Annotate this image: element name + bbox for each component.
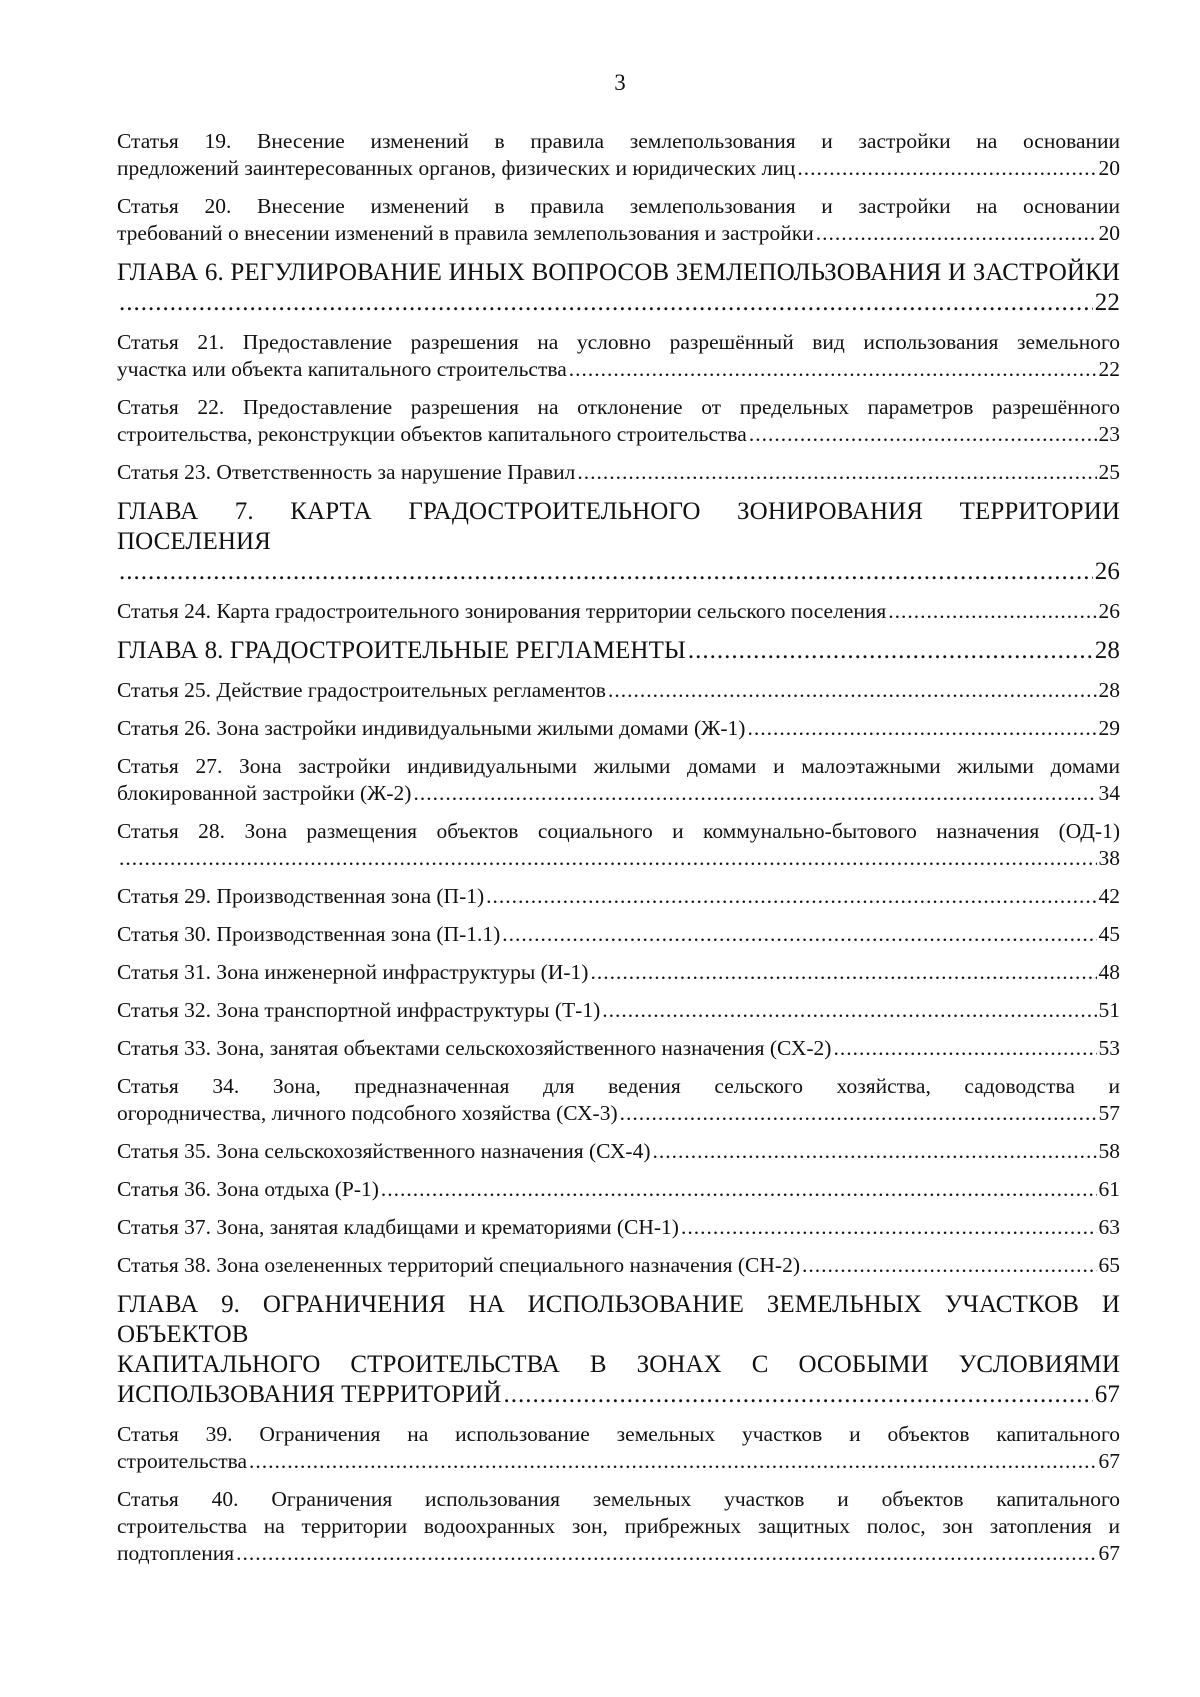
toc-article-entry bbox=[117, 997, 1120, 1024]
toc-entry-text: Статья 25. Действие градостроительных регламентов bbox=[117, 678, 606, 702]
toc-page-number: 53 bbox=[1098, 1036, 1120, 1060]
toc-page-number: 58 bbox=[1098, 1139, 1120, 1163]
page-number: 3 bbox=[614, 70, 626, 95]
toc-chapter-entry bbox=[117, 636, 1120, 666]
toc-leader-line bbox=[117, 715, 1120, 742]
dot-leader bbox=[504, 1380, 1093, 1410]
toc-leader-line bbox=[117, 598, 1120, 625]
toc-entry-text: Статья 28. Зона размещения объектов социального и коммунально-бытового назначения (ОД-1) bbox=[117, 819, 1120, 843]
toc-article-entry bbox=[117, 1138, 1120, 1165]
toc-entry-text: Статья 19. Внесение изменений в правила землепользования и застройки на основании bbox=[117, 129, 1120, 153]
toc-page-number: 34 bbox=[1098, 781, 1120, 805]
dot-leader bbox=[747, 715, 1096, 742]
dot-leader bbox=[249, 1448, 1096, 1475]
toc-page-number: 67 bbox=[1098, 1449, 1120, 1473]
toc-page-number: 25 bbox=[1098, 460, 1120, 484]
toc-entry-text: Статья 21. Предоставление разрешения на условно разрешённый вид использования земельного bbox=[117, 330, 1120, 354]
dot-leader bbox=[236, 1540, 1096, 1567]
toc-leader-line bbox=[117, 1252, 1120, 1279]
toc-page-number: 63 bbox=[1098, 1215, 1120, 1239]
toc-entry-text: Статья 27. Зона застройки индивидуальными жилыми домами и малоэтажными жилыми домами bbox=[117, 754, 1120, 778]
dot-leader bbox=[577, 459, 1096, 486]
dot-leader bbox=[119, 557, 1093, 587]
toc-leader-line bbox=[117, 845, 1120, 872]
toc-entry-text: ГЛАВА 7. КАРТА ГРАДОСТРОИТЕЛЬНОГО ЗОНИРОВАНИЯ ТЕРРИТОРИИ ПОСЕЛЕНИЯ bbox=[117, 498, 1120, 555]
toc-entry-text: требований о внесении изменений в правила землепользования и застройки bbox=[117, 221, 814, 245]
dot-leader bbox=[119, 845, 1097, 872]
dot-leader bbox=[590, 959, 1096, 986]
toc-leader-line bbox=[117, 1100, 1120, 1127]
dot-leader bbox=[608, 677, 1097, 704]
toc-article-entry bbox=[117, 128, 1120, 182]
toc-leader-line bbox=[117, 883, 1120, 910]
dot-leader bbox=[797, 155, 1096, 182]
toc-leader-line bbox=[117, 636, 1120, 666]
toc-entry-text: Статья 40. Ограничения использования земельных участков и объектов капитального bbox=[117, 1487, 1120, 1511]
toc-leader-line bbox=[117, 921, 1120, 948]
toc-page-number: 26 bbox=[1094, 558, 1120, 585]
toc-page-number: 28 bbox=[1094, 637, 1120, 664]
toc-page-number: 57 bbox=[1098, 1101, 1120, 1125]
toc-entry-text: Статья 23. Ответственность за нарушение Правил bbox=[117, 460, 576, 484]
toc-entry-text: строительства, реконструкции объектов капитального строительства bbox=[117, 422, 747, 446]
toc-leader-line bbox=[117, 1380, 1120, 1410]
toc-article-entry bbox=[117, 677, 1120, 704]
toc-article-entry bbox=[117, 959, 1120, 986]
toc-leader-line bbox=[117, 1540, 1120, 1567]
toc-leader-line bbox=[117, 677, 1120, 704]
toc-entry-text: Статья 32. Зона транспортной инфраструктуры (Т-1) bbox=[117, 998, 601, 1022]
toc-entry-text: Статья 29. Производственная зона (П-1) bbox=[117, 884, 485, 908]
toc-leader-line bbox=[117, 459, 1120, 486]
toc-leader-line bbox=[117, 959, 1120, 986]
toc-page-number: 22 bbox=[1098, 357, 1120, 381]
dot-leader bbox=[688, 636, 1093, 666]
toc-leader-line bbox=[117, 1176, 1120, 1203]
toc-page-number: 28 bbox=[1098, 678, 1120, 702]
toc-chapter-entry bbox=[117, 258, 1120, 318]
dot-leader bbox=[486, 883, 1096, 910]
toc-entry-text: Статья 31. Зона инженерной инфраструктуры (И-1) bbox=[117, 960, 589, 984]
table-of-contents bbox=[117, 128, 1120, 1578]
toc-page-number: 51 bbox=[1098, 998, 1120, 1022]
dot-leader bbox=[569, 356, 1097, 383]
toc-entry-text: Статья 34. Зона, предназначенная для ведения сельского хозяйства, садоводства и bbox=[117, 1074, 1120, 1098]
toc-entry-text: Статья 26. Зона застройки индивидуальными жилыми домами (Ж-1) bbox=[117, 716, 746, 740]
toc-leader-line bbox=[117, 997, 1120, 1024]
dot-leader bbox=[888, 598, 1096, 625]
dot-leader bbox=[749, 421, 1097, 448]
dot-leader bbox=[413, 780, 1096, 807]
toc-leader-line bbox=[117, 288, 1120, 318]
toc-article-entry bbox=[117, 598, 1120, 625]
toc-article-entry bbox=[117, 715, 1120, 742]
toc-page-number: 45 bbox=[1098, 922, 1120, 946]
toc-article-entry bbox=[117, 1176, 1120, 1203]
dot-leader bbox=[833, 1035, 1096, 1062]
toc-page-number: 20 bbox=[1098, 156, 1120, 180]
toc-entry-text: Статья 33. Зона, занятая объектами сельскохозяйственного назначения (СХ-2) bbox=[117, 1036, 832, 1060]
toc-leader-line bbox=[117, 220, 1120, 247]
toc-page-number: 29 bbox=[1098, 716, 1120, 740]
dot-leader bbox=[620, 1100, 1097, 1127]
dot-leader bbox=[119, 288, 1093, 318]
toc-leader-line bbox=[117, 1138, 1120, 1165]
toc-page-number: 61 bbox=[1098, 1177, 1120, 1201]
toc-article-entry bbox=[117, 193, 1120, 247]
toc-entry-text: КАПИТАЛЬНОГО СТРОИТЕЛЬСТВА В ЗОНАХ С ОСОБЫМИ УСЛОВИЯМИ bbox=[117, 1351, 1120, 1378]
toc-entry-text: Статья 37. Зона, занятая кладбищами и крематориями (СН-1) bbox=[117, 1215, 679, 1239]
toc-entry-text: участка или объекта капитального строительства bbox=[117, 357, 567, 381]
toc-entry-text: ИСПОЛЬЗОВАНИЯ ТЕРРИТОРИЙ bbox=[117, 1381, 502, 1408]
toc-entry-text: огородничества, личного подсобного хозяйства (СХ-3) bbox=[117, 1101, 618, 1125]
toc-page-number: 67 bbox=[1094, 1381, 1120, 1408]
dot-leader bbox=[681, 1214, 1097, 1241]
toc-article-entry bbox=[117, 753, 1120, 807]
toc-article-entry bbox=[117, 394, 1120, 448]
dot-leader bbox=[381, 1176, 1097, 1203]
toc-entry-text: ГЛАВА 8. ГРАДОСТРОИТЕЛЬНЫЕ РЕГЛАМЕНТЫ bbox=[117, 637, 686, 664]
toc-page-number: 22 bbox=[1094, 289, 1120, 316]
toc-entry-text: Статья 22. Предоставление разрешения на отклонение от предельных параметров разрешённого bbox=[117, 395, 1120, 419]
toc-page-number: 65 bbox=[1098, 1253, 1120, 1277]
toc-article-entry bbox=[117, 883, 1120, 910]
toc-article-entry bbox=[117, 1073, 1120, 1127]
toc-entry-text: строительства bbox=[117, 1449, 248, 1473]
toc-article-entry bbox=[117, 818, 1120, 872]
dot-leader bbox=[653, 1138, 1097, 1165]
toc-leader-line bbox=[117, 1035, 1120, 1062]
toc-entry-text: Статья 20. Внесение изменений в правила землепользования и застройки на основании bbox=[117, 194, 1120, 218]
dot-leader bbox=[602, 997, 1096, 1024]
toc-page-number: 67 bbox=[1098, 1541, 1120, 1565]
toc-leader-line bbox=[117, 421, 1120, 448]
toc-entry-text: предложений заинтересованных органов, физических и юридических лиц bbox=[117, 156, 796, 180]
toc-article-entry bbox=[117, 1421, 1120, 1475]
toc-article-entry bbox=[117, 921, 1120, 948]
toc-entry-text: подтопления bbox=[117, 1541, 235, 1565]
toc-entry-text: блокированной застройки (Ж-2) bbox=[117, 781, 412, 805]
toc-article-entry bbox=[117, 329, 1120, 383]
toc-leader-line bbox=[117, 780, 1120, 807]
toc-article-entry bbox=[117, 1486, 1120, 1567]
toc-entry-text: Статья 36. Зона отдыха (Р-1) bbox=[117, 1177, 379, 1201]
toc-page-number: 26 bbox=[1098, 599, 1120, 623]
dot-leader bbox=[816, 220, 1097, 247]
toc-entry-text: ГЛАВА 6. РЕГУЛИРОВАНИЕ ИНЫХ ВОПРОСОВ ЗЕМЛЕПОЛЬЗОВАНИЯ И ЗАСТРОЙКИ bbox=[117, 259, 1120, 286]
toc-leader-line bbox=[117, 356, 1120, 383]
toc-entry-text: ГЛАВА 9. ОГРАНИЧЕНИЯ НА ИСПОЛЬЗОВАНИЕ ЗЕМЕЛЬНЫХ УЧАСТКОВ И ОБЪЕКТОВ bbox=[117, 1291, 1120, 1348]
toc-page-number: 48 bbox=[1098, 960, 1120, 984]
toc-leader-line bbox=[117, 1448, 1120, 1475]
toc-entry-text: Статья 24. Карта градостроительного зонирования территории сельского поселения bbox=[117, 599, 887, 623]
toc-entry-text: строительства на территории водоохранных зон, прибрежных защитных полос, зон затопления и bbox=[117, 1514, 1120, 1538]
toc-article-entry bbox=[117, 1252, 1120, 1279]
toc-entry-text: Статья 39. Ограничения на использование земельных участков и объектов капитального bbox=[117, 1422, 1120, 1446]
toc-article-entry bbox=[117, 1035, 1120, 1062]
toc-page-number: 38 bbox=[1098, 846, 1120, 870]
dot-leader bbox=[502, 921, 1096, 948]
toc-entry-text: Статья 38. Зона озелененных территорий специального назначения (СН-2) bbox=[117, 1253, 800, 1277]
toc-leader-line bbox=[117, 557, 1120, 587]
toc-leader-line bbox=[117, 1214, 1120, 1241]
toc-chapter-entry bbox=[117, 1290, 1120, 1410]
toc-page-number: 42 bbox=[1098, 884, 1120, 908]
toc-entry-text: Статья 35. Зона сельскохозяйственного назначения (СХ-4) bbox=[117, 1139, 651, 1163]
toc-article-entry bbox=[117, 1214, 1120, 1241]
toc-chapter-entry bbox=[117, 497, 1120, 587]
toc-article-entry bbox=[117, 459, 1120, 486]
toc-entry-text: Статья 30. Производственная зона (П-1.1) bbox=[117, 922, 501, 946]
toc-page-number: 23 bbox=[1098, 422, 1120, 446]
toc-page-number: 20 bbox=[1098, 221, 1120, 245]
dot-leader bbox=[802, 1252, 1097, 1279]
toc-leader-line bbox=[117, 155, 1120, 182]
